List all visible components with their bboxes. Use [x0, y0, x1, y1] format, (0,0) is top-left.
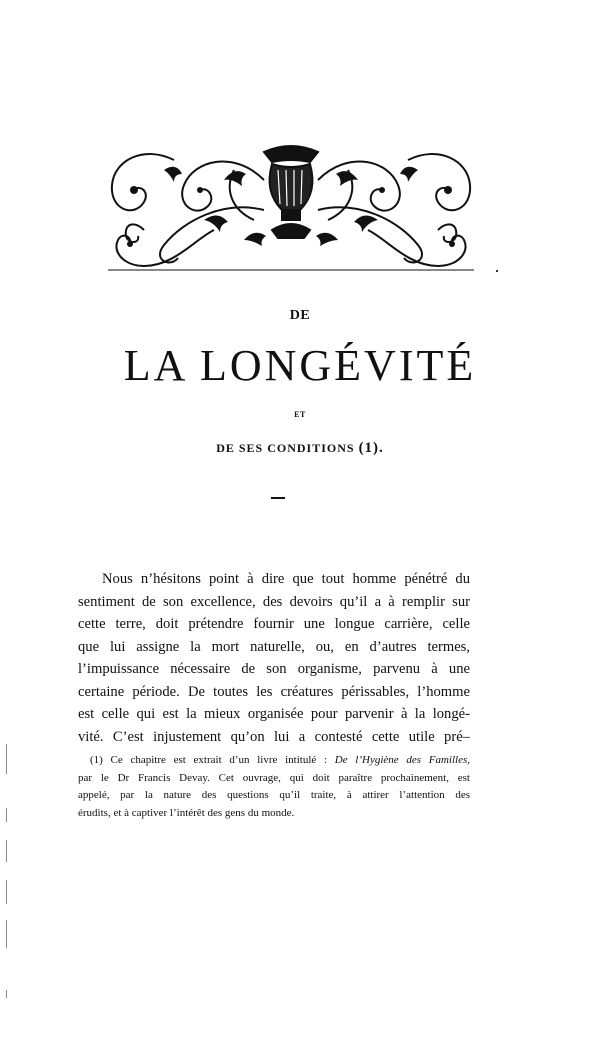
body-line: est celle qui est la mieux organisée pour parvenir à la longé- — [78, 706, 470, 722]
body-line: Nous n’hésitons point à dire que tout homme pénétré du — [102, 571, 470, 587]
footnote-reference: (1). — [358, 440, 384, 456]
footnote-book-title: De l’Hygiène des Familles, — [334, 754, 471, 766]
separator-rule — [271, 497, 285, 499]
decorative-vase-scroll-ornament — [104, 140, 478, 272]
margin-mark — [6, 990, 7, 998]
margin-mark — [6, 920, 7, 948]
margin-mark — [6, 880, 7, 904]
body-line: sentiment de son excellence, des devoirs qu’il a à remplir sur — [78, 593, 470, 610]
footnote — [78, 752, 470, 822]
body-line: vité. C’est injustement qu’on lui a contesté cette utile pré– — [78, 728, 470, 745]
footnote-line: par le Dr Francis Devay. Cet ouvrage, qui doit paraître prochainement, est — [78, 771, 470, 784]
body-line: cette terre, doit prétendre fournir une longue carrière, celle — [78, 616, 470, 632]
margin-mark — [6, 744, 7, 774]
margin-mark — [6, 808, 7, 822]
heading-et: ET — [294, 410, 306, 419]
stray-dot — [496, 270, 498, 272]
body-line: que lui assigne la mort naturelle, ou, en d’autres termes, — [78, 638, 470, 655]
heading-de: DE — [289, 308, 311, 323]
body-paragraph — [78, 568, 470, 748]
footnote-line: érudits, et à captiver l’intérêt des gens du monde. — [78, 806, 295, 819]
body-line: l’impuissance nécessaire de son organisme, parvenu à une — [78, 661, 470, 677]
footnote-line: appelé, par la nature des questions qu’il traite, à attirer l’attention des — [78, 789, 470, 801]
margin-mark — [6, 840, 7, 862]
subtitle-text: DE SES CONDITIONS — [216, 441, 355, 455]
footnote-line1-text: (1) Ce chapitre est extrait d’un livre intitulé : — [90, 754, 328, 766]
body-line: certaine période. De toutes les créatures périssables, l’homme — [78, 683, 470, 700]
subtitle — [0, 440, 600, 457]
page-title: LA LONGÉVITÉ — [123, 341, 477, 390]
footnote-line — [78, 752, 470, 770]
